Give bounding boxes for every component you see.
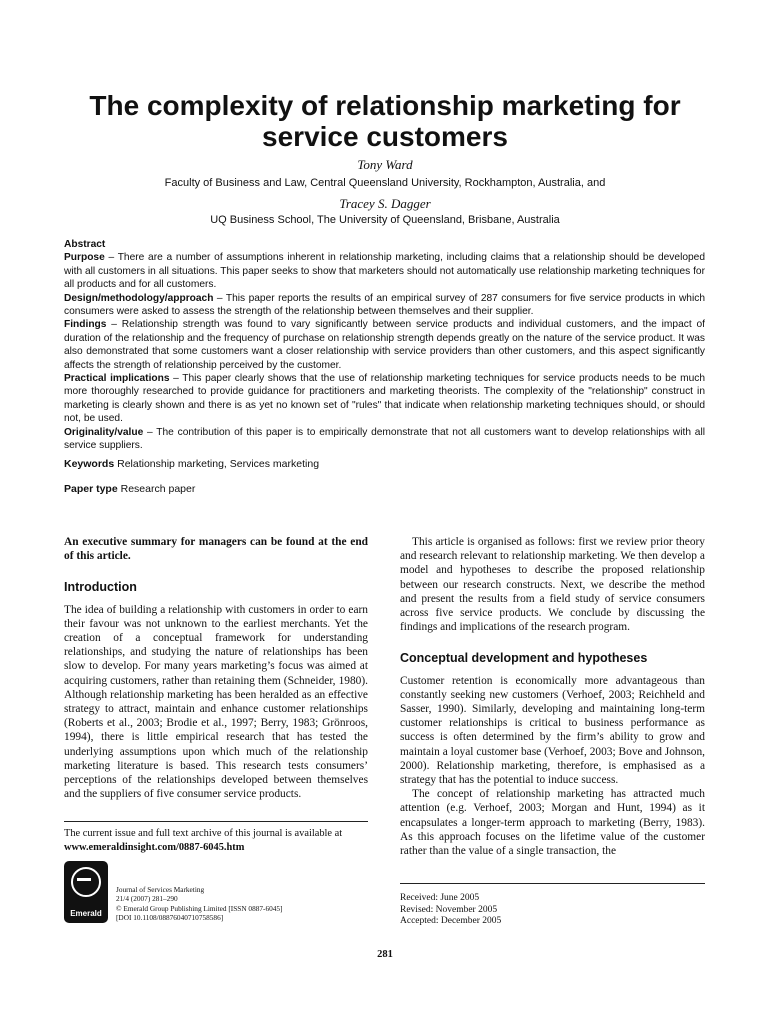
divider: [64, 821, 368, 822]
author-affiliation: Faculty of Business and Law, Central Queensland University, Rockhampton, Australia, and: [164, 177, 606, 189]
paper-type: Paper type Research paper: [64, 483, 196, 495]
page-number: 281: [377, 949, 393, 960]
paper-title: The complexity of relationship marketing for service customers: [89, 90, 681, 152]
abstract-originality: Originality/value – The contribution of this paper is to empirically demonstrate that not all customers want to develop relationships with all service suppliers.: [64, 426, 705, 452]
author-name: Tracey S. Dagger: [339, 196, 431, 211]
left-column: [64, 535, 368, 801]
abstract-practical-implications: Practical implications – This paper clearly shows that the use of relationship marketing techniques for service products needs to be much more thoroughly researched to provide guidance for practitioners and marketing theorists. The complexity of the "relationship" construct in marketing is clearly shown and there is as yet no known set of "rules" that indicate when relationship marketing techniques should, or should not, be used.: [64, 373, 705, 425]
divider: [400, 883, 705, 884]
introduction-heading: Introduction: [64, 580, 137, 595]
article-dates: Received: June 2005 Revised: November 2005 Accepted: December 2005: [400, 893, 502, 927]
abstract-purpose: Purpose – There are a number of assumptions inherent in relationship marketing, including claims that a relationship should be developed with all customers in all situations. This paper seeks to show that marketers should not automatically use relationship marketing techniques for all products and for all customers.: [64, 252, 705, 291]
keywords: Keywords Relationship marketing, Services marketing: [64, 458, 320, 470]
conceptual-development-heading: Conceptual development and hypotheses: [400, 651, 648, 666]
author-name: Tony Ward: [357, 157, 413, 172]
archive-text: The current issue and full text archive of this journal is available at: [64, 828, 343, 839]
journal-info: Journal of Services Marketing 21/4 (2007) 281–290 © Emerald Group Publishing Limited [ISSN 0887-6045] [DOI 10.1108/08876040710758586]: [116, 885, 283, 923]
abstract-heading: Abstract: [64, 239, 106, 250]
emerald-logo: Emerald: [64, 861, 108, 923]
article-outline-text: This article is organised as follows: first we review prior theory and research relevant to relationship marketing. We then develop a model and hypotheses to describe the proposed relationship between our research constructs. Next, we describe the method and present the results from a field study of service consumers across five service products. We conclude by discussing the findings and implications of the research program.: [400, 536, 705, 634]
executive-summary-note: An executive summary for managers can be found at the end of this article.: [64, 536, 368, 563]
right-column: [400, 535, 705, 858]
emerald-logo-icon: [71, 867, 101, 897]
body-paragraph: The concept of relationship marketing has attracted much attention (e.g. Verhoef, 2003; Morgan and Hunt, 1994) as it encapsulates a longer-term approach to marketing (Berry, 1983). As this approach focuses on the lifetime value of the customer rather than the value of a single transaction, the: [400, 788, 705, 858]
body-paragraph: Customer retention is economically more advantageous than constantly seeking new customers (Verhoef, 2003; Reichheld and Sasser, 1990). Similarly, developing and maintaining long-term customer relationships is critical to business performance as success is often determined by the firm’s ability to grow and maintain a loyal customer base (Verhoef, 2003; Bove and Johnson, 2000). Relationship marketing, therefore, is emphasised as a strategy that has the potential to induce success.: [400, 674, 705, 787]
abstract-findings: Findings – Relationship strength was found to vary significantly between service products and individual customers, and the impact of duration of the relationship and the frequency of purchase on relationship strength depends greatly on the nature of the service product. It was also demonstrated that some customers want a closer relationship with service providers than other customers, and this aspect significantly affects the strength of relationship perceived by the customer.: [64, 319, 705, 371]
archive-link[interactable]: www.emeraldinsight.com/0887-6045.htm: [64, 842, 245, 853]
abstract: [64, 238, 705, 453]
abstract-design: Design/methodology/approach – This paper reports the results of an empirical survey of 287 consumers for five service products in which consumers were asked to assess the strength of the relationship between themselves and their supplier.: [64, 292, 705, 318]
author-affiliation: UQ Business School, The University of Queensland, Brisbane, Australia: [210, 214, 560, 226]
introduction-text: The idea of building a relationship with customers in order to earn their favour was not unknown to the earliest merchants. Yet the creation of a conceptual framework for understanding relationships, and studying the nature of relationships has been slow to develop. For many years marketing’s focus was aimed at acquiring customers, rather than retaining them (Schneider, 1980). Although relationship marketing has been heralded as an effective strategy to attract, maintain and enhance customer relationships (Roberts et al., 2003; Brodie et al., 1997; Berry, 1983; Grönroos, 1994), there is little empirical research that has tested the underlying assumptions upon which much of the relationship marketing literature is based. This research tests consumers’ perceptions of the relationships developed between themselves and the suppliers of five consumer service products.: [64, 603, 368, 801]
archive-notice: [64, 827, 368, 855]
